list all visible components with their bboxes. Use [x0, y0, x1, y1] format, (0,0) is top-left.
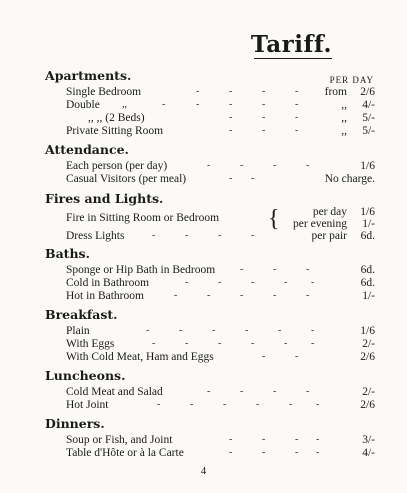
list-item [66, 337, 375, 351]
item-price: 1/6 [360, 160, 375, 172]
section-heading-breakfast: Breakfast. [45, 307, 118, 322]
leader-dash: - [229, 125, 233, 136]
leader-dash: - [284, 277, 288, 288]
item-price: 1/6 [360, 325, 375, 337]
leader-dash: - [240, 160, 244, 171]
item-label: Casual Visitors (per meal) [66, 173, 187, 185]
list-item [66, 324, 375, 338]
section-heading-baths: Baths. [45, 246, 90, 261]
item-label: Cold in Bathroom [66, 277, 150, 289]
title-underline [254, 58, 332, 59]
leader-dash: - [262, 434, 266, 445]
leader-dash: - [316, 434, 320, 445]
item-label: Double [66, 99, 100, 111]
leader-dash: - [229, 173, 233, 184]
item-price: No charge. [324, 173, 375, 185]
list-item [66, 263, 375, 277]
item-label: Private Sitting Room [66, 125, 164, 137]
leader-dash: - [278, 325, 282, 336]
per-day-header: PER DAY [329, 75, 374, 85]
item-price: 2/- [362, 338, 375, 350]
item-price: 6d. [360, 230, 375, 242]
leader-dash: - [273, 290, 277, 301]
item-label: Table d'Hôte or à la Carte [66, 447, 184, 459]
list-item [66, 289, 375, 303]
leader-dash: - [262, 447, 266, 458]
price-qualifier: ,, [341, 125, 347, 137]
item-price: 2/6 [360, 399, 375, 411]
leader-dash: - [218, 338, 222, 349]
list-item [66, 85, 375, 99]
list-item [66, 398, 375, 412]
item-label: Dress Lights [66, 230, 125, 242]
leader-dash: - [262, 86, 266, 97]
item-price: 6d. [360, 277, 375, 289]
list-item [66, 111, 375, 125]
leader-dash: - [229, 447, 233, 458]
leader-dash: - [251, 338, 255, 349]
item-label: ,, ,, (2 Beds) [88, 112, 145, 124]
list-item [66, 229, 375, 243]
item-label: Single Bedroom [66, 86, 142, 98]
item-price: 2/- [362, 386, 375, 398]
leader-dash: - [262, 112, 266, 123]
leader-dash: - [256, 399, 260, 410]
leader-dash: - [152, 338, 156, 349]
leader-dash: - [146, 325, 150, 336]
item-label: Fire in Sitting Room or Bedroom [66, 212, 220, 224]
price-qualifier: ,, [341, 99, 347, 111]
leader-dash: - [251, 173, 255, 184]
leader-dash: - [295, 447, 299, 458]
leader-dash: - [316, 399, 320, 410]
leader-dash: - [295, 112, 299, 123]
leader-dash: - [196, 86, 200, 97]
section-heading-luncheons: Luncheons. [45, 368, 126, 383]
leader-dash: - [262, 99, 266, 110]
leader-dash: - [306, 386, 310, 397]
price-qualifier: from [324, 86, 347, 98]
item-price: 1/- [362, 218, 375, 230]
list-item [66, 433, 375, 447]
leader-dash: - [185, 230, 189, 241]
item-price: 1/- [362, 290, 375, 302]
leader-dash: - [306, 264, 310, 275]
leader-dash: - [185, 338, 189, 349]
leader-dash: - [218, 277, 222, 288]
section-heading-attendance: Attendance. [45, 142, 129, 157]
item-price: 6d. [360, 264, 375, 276]
leader-dash: - [295, 125, 299, 136]
page-title: Tariff. [250, 31, 332, 58]
page-number: 4 [200, 465, 207, 477]
leader-dash: - [295, 351, 299, 362]
list-item [66, 172, 375, 186]
list-item [66, 446, 375, 460]
leader-dash: - [174, 290, 178, 301]
leader-dash: - [157, 399, 161, 410]
leader-dash: - [229, 112, 233, 123]
leader-dash: - [284, 338, 288, 349]
section-heading-fires-and-lights: Fires and Lights. [45, 191, 164, 206]
item-label: Plain [66, 325, 90, 337]
leader-dash: - [207, 290, 211, 301]
section-heading-dinners: Dinners. [45, 416, 105, 431]
leader-dash: - [229, 434, 233, 445]
leader-dash: - [240, 386, 244, 397]
item-label: Soup or Fish, and Joint [66, 434, 173, 446]
leader-dash: - [295, 434, 299, 445]
item-price: 4/- [362, 447, 375, 459]
leader-dash: - [262, 125, 266, 136]
item-label: Sponge or Hip Bath in Bedroom [66, 264, 216, 276]
list-item [66, 124, 375, 138]
leader-dash: - [162, 99, 166, 110]
item-label: Cold Meat and Salad [66, 386, 163, 398]
leader-dash: - [196, 99, 200, 110]
leader-dash: - [306, 160, 310, 171]
leader-dash: - [152, 230, 156, 241]
leader-dash: - [311, 277, 315, 288]
leader-dash: - [295, 99, 299, 110]
leader-dash: - [245, 325, 249, 336]
list-item [66, 350, 375, 364]
leader-dash: - [273, 160, 277, 171]
price-qualifier: per evening [293, 218, 347, 230]
item-price: 4/- [362, 99, 375, 111]
list-item [66, 385, 375, 399]
leader-dash: - [207, 160, 211, 171]
list-item [66, 276, 375, 290]
leader-dash: - [207, 386, 211, 397]
price-qualifier: per pair [311, 230, 347, 242]
price-qualifier: ,, [341, 112, 347, 124]
leader-dash: - [229, 86, 233, 97]
item-price: 2/6 [360, 351, 375, 363]
leader-dash: - [251, 277, 255, 288]
leader-dash: - [306, 290, 310, 301]
leader-dash: - [218, 230, 222, 241]
leader-dash: - [212, 325, 216, 336]
leader-dash: - [179, 325, 183, 336]
leader-dash: - [311, 325, 315, 336]
item-label: With Eggs [66, 338, 115, 350]
leader-dash: - [185, 277, 189, 288]
leader-dash: - [295, 86, 299, 97]
brace-icon: { [268, 206, 280, 232]
item-price: 2/6 [360, 86, 375, 98]
item-label: Hot in Bathroom [66, 290, 144, 302]
item-price: 5/- [362, 112, 375, 124]
list-item [66, 98, 375, 112]
price-qualifier: per day [312, 206, 347, 218]
leader-dash: - [262, 351, 266, 362]
item-label: Hot Joint [66, 399, 109, 411]
leader-dash: - [273, 386, 277, 397]
section-heading-apartments: Apartments. [45, 68, 132, 83]
item-price: 1/6 [360, 206, 375, 218]
item-label: With Cold Meat, Ham and Eggs [66, 351, 214, 363]
leader-dash: - [273, 264, 277, 275]
leader-dash: - [289, 399, 293, 410]
leader-dash: - [229, 99, 233, 110]
item-label: Each person (per day) [66, 160, 168, 172]
leader-dash: - [240, 264, 244, 275]
item-price: 3/- [362, 434, 375, 446]
item-price: 5/- [362, 125, 375, 137]
leader-dash: - [223, 399, 227, 410]
leader-dash: - [251, 230, 255, 241]
ditto-mark: ,, [122, 99, 127, 110]
leader-dash: - [190, 399, 194, 410]
list-item [66, 159, 375, 173]
leader-dash: - [311, 338, 315, 349]
leader-dash: - [316, 447, 320, 458]
leader-dash: - [240, 290, 244, 301]
